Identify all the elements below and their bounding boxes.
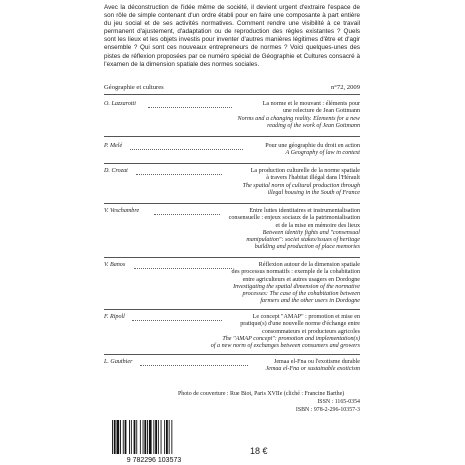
entry-title-english-line: illegal housing in the South of France (267, 189, 360, 196)
entry-title-english-line: reading of the work of Jean Gottmann (267, 122, 360, 129)
barcode-bar (136, 420, 137, 454)
entry-author: F. Ripoll (104, 314, 125, 320)
entry-title-english (104, 150, 360, 157)
entry-title-line: une relecture de Jean Gottmann (282, 108, 360, 115)
header-rule (104, 94, 360, 95)
entry-title-line: La norme et le mouvant : éléments pour (262, 101, 360, 107)
entry-title (104, 168, 360, 183)
entry-rule (104, 309, 360, 310)
entry-title (104, 262, 360, 284)
barcode-bar (134, 420, 136, 454)
entry-author: V. Banos (104, 262, 126, 268)
leader-dots (134, 268, 232, 269)
journal-title: Géographie et cultures (104, 84, 164, 91)
barcode-bar (144, 420, 146, 454)
entry-title-line: consensuelle : enjeux sociaux de la patrimonialisation (228, 215, 360, 222)
entry-title-line: Entre luttes identitaires et instrumentalisation (249, 208, 360, 214)
toc-entry (104, 143, 360, 158)
barcode-bar (117, 420, 120, 454)
leader-dots (132, 320, 222, 321)
entry-rule (104, 354, 360, 355)
entry-title-line: Réflexion autour de la dimension spatiale (258, 262, 360, 268)
barcode-bar (112, 420, 113, 454)
barcode-bar (149, 420, 152, 454)
entry-title-line: à travers l'habitat illégal dans l'Hérault (266, 175, 360, 182)
price: 18 € (250, 446, 268, 456)
barcode-bar (169, 420, 170, 454)
entry-title-english-line: The spatial norm of cultural production through (242, 182, 360, 189)
entry-title-english (104, 366, 360, 373)
entry-author: O. Lazzarotti (104, 101, 136, 107)
entry-title-line: La production culturelle de la norme spatiale (250, 168, 360, 174)
barcode-bar (143, 420, 144, 454)
barcode-bar (125, 420, 127, 454)
entry-author: P. Melé (104, 143, 123, 149)
back-cover-summary: Avec la déconstruction de l'idée même de société, il devient urgent d'extraire l'espace de son rôle de simple contenant d'un ordre établi pour en faire une composante à part entière du jeu social et de ses activités normatives. Comment rendre une visibilité à ce travail permanent d'ajustement, d'adaptation ou de reproduction des règles existantes ? Quels sont les lieux et les objets investis pour inventer d'autres manières légitimes d'être et d'agir ensemble ? Qui sont ces nouveaux entrepreneurs de normes ? Voici quelques-unes des pistes de réflexion proposées par ce numéro spécial de Géographie et Cultures consacré à l'examen de la dimension spatiale des normes sociales. (104, 4, 360, 68)
barcode-bar (123, 420, 124, 454)
entry-title (104, 208, 360, 230)
entry-title-line: Le concept "AMAP" : promotion et mise en (252, 314, 360, 320)
toc-entry (104, 101, 360, 130)
entry-rule (104, 203, 360, 204)
isbn: ISBN : 978-2-296-10357-3 (295, 407, 360, 413)
entry-title-line: des processus normatifs : exemple de la cohabitation (231, 269, 360, 276)
leader-dots (136, 174, 222, 175)
entry-title-line: consommateurs et producteurs agricoles (262, 328, 360, 335)
barcode-bar (114, 420, 116, 454)
journal-header (104, 84, 360, 94)
barcode-bar (153, 420, 154, 454)
cover-photo-credit: Photo de couverture : Rue Biot, Paris XVIIe (cliché : Francine Barthe) (178, 391, 345, 397)
publication-credits (178, 390, 360, 414)
issn: ISSN : 1165-0354 (317, 399, 360, 405)
entry-author: D. Crozat (104, 168, 128, 174)
entry-title-english (104, 183, 360, 198)
barcode-bars (112, 420, 172, 454)
entry-rule (104, 257, 360, 258)
entry-title-line: entre agriculteurs et autres usagers en Dordogne (242, 276, 360, 283)
toc-entry (104, 168, 360, 197)
entry-title-line: Jemaa el-Fna ou l'exotisme durable (273, 359, 360, 365)
leader-dots (154, 214, 220, 215)
entry-title-line: pratique(s) d'une nouvelle norme d'échange entre (240, 321, 360, 328)
issue-number: n°72, 2009 (330, 84, 360, 91)
entry-title-english (104, 230, 360, 252)
barcode-bar (155, 420, 157, 454)
entry-title-english-line: manipulation": societ stakes/issues of heritage (246, 237, 360, 244)
entry-title-english-line: Jemaa el-Fna or sustainable exoticism (265, 366, 360, 373)
entry-title-english-line: A Geography of law in context (285, 150, 360, 157)
barcode (104, 418, 204, 464)
entry-title-english-line: farmers and the other users in Dordogne (260, 298, 360, 305)
entry-title-english (104, 116, 360, 131)
entry-title-line: et de la mise en mémoire des lieux (275, 222, 360, 229)
toc-entry (104, 262, 360, 306)
entry-author: V. Veschambre (104, 208, 140, 214)
toc-entry (104, 314, 360, 350)
entry-rule (104, 163, 360, 164)
entry-title-english-line: processes: The case of the cohabitation between (242, 291, 360, 298)
barcode-bar (161, 420, 162, 454)
entry-title (104, 101, 360, 116)
entry-title (104, 314, 360, 336)
leader-dots (148, 107, 232, 108)
entry-author: L. Gauthier (104, 359, 133, 365)
barcode-bar (129, 420, 130, 454)
entry-title-english (104, 284, 360, 306)
toc-entry (104, 359, 360, 374)
entry-title-english (104, 336, 360, 351)
barcode-bar (131, 420, 132, 454)
entry-title-line: Pour une géographie du droit en action (265, 143, 360, 149)
leader-dots (130, 149, 243, 150)
barcode-bar (166, 420, 168, 454)
barcode-bar (147, 420, 148, 454)
entry-title-english-line: Investigating the spatial dimension of the normative (233, 283, 360, 290)
leader-dots (140, 365, 248, 366)
barcode-bar (140, 420, 141, 454)
entry-title-english-line: The "AMAP concept": promotion and implementation(s) (222, 335, 360, 342)
entry-title-english-line: of a new norm of exchanges between consumers and growers (210, 343, 360, 350)
barcode-bar (164, 420, 165, 454)
entry-title-english-line: Between identity fights and "consensual (262, 229, 360, 236)
barcode-bar (171, 420, 172, 454)
barcode-bar (120, 420, 121, 454)
barcode-digits: 9 782296 103573 (126, 457, 182, 464)
toc-entry (104, 208, 360, 252)
entry-title-english-line: Norms and a changing reality. Elements for a new (237, 115, 360, 122)
entry-rule (104, 136, 360, 137)
entry-title-english-line: building and production of place memories (254, 244, 360, 251)
barcode-bar (158, 420, 159, 454)
